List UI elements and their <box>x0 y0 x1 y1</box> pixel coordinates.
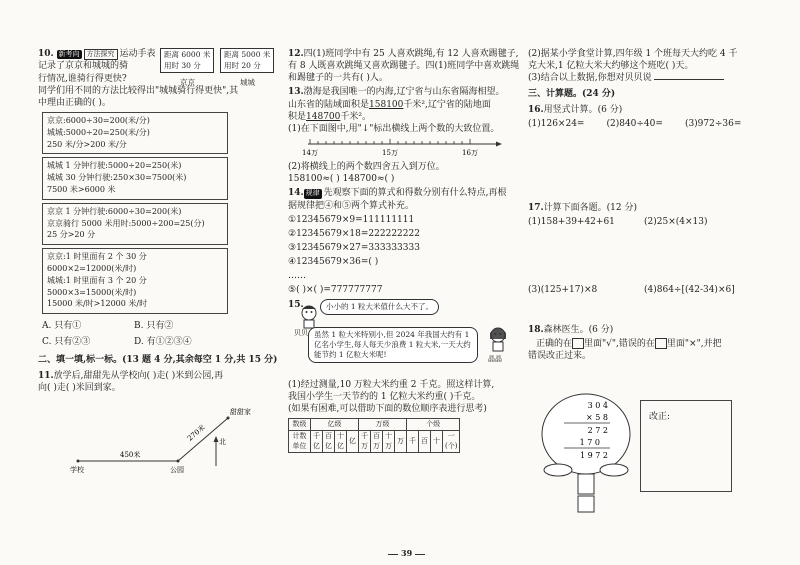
place-value-table: 数级 亿级 万级 个级 计数单位 千亿 百亿 十亿 亿 千万 百万 十万 万 千 百 十 一(个) <box>288 418 460 453</box>
beibei-speech: 小小的 1 粒大米值什么大不了。 <box>320 299 439 315</box>
question-14: 14. 规律 先观察下面的算式和得数分别有什么特点,再根 据规律把④和⑤两个算式补充。 ①12345679×9=111111111 ②12345679×18=222222222 ③12345679×27=333333333 ④12345679×36=( ) …… ⑤( )×( )=777777777 <box>288 188 507 296</box>
svg-text:3 0 4: 3 0 4 <box>587 401 608 410</box>
route-map <box>38 396 280 476</box>
tick-16w: 16万 <box>462 148 478 157</box>
beibei-avatar-icon <box>298 303 320 329</box>
check-box[interactable] <box>572 338 584 349</box>
number-line-arrow-icon <box>496 141 502 146</box>
column-middle: 12.四(1)班同学中有 25 人喜欢跳绳,有 12 人喜欢踢毽子,有 8 人既喜欢跳绳又喜欢踢毽子。四(1)班同学中喜欢跳绳和踢毽子的一共有( )人。 13.渤海是我国唯一的内海,辽宁省与山东省隔海相望。 山东省的陆域面积是158100千米²,辽宁省的陆地面 积是148700千米²。 (1)在下面图中,用"↓"标出横线上两个数的大致位置。 14万 15万 16万 (2)将横线上的两个数四舍五入到万位。 158100≈( ) 148700≈( ) 14. 规律 先观察下面的算式和得数分别有什么特点,再根 据规律把④和⑤两个算式补充。 ①12345679×9=111111111 ②12345679×18=222222222 ③12345679×27=333333333 ④12345679×36=( ) …… ⑤( )×( )=777777777 15. 小小的 1 粒大米值什么大不了。 贝贝 虽然 1 粒大米特别小,但 2024 年我国大约有 1 亿名小学生,每人每天少浪费 1 粒大米,一天大约能节约 1 亿粒大米呢! 晶晶 (1)经过测量,10 万粒大米约重 2 千克。照这样计算, 我国小学生一天节约的 1 亿粒大米约重( )千克。 (如果有困难,可以借助下面的数位顺序表进行思考) 数级 亿级 万级 个级 计数单位 千亿 百亿 十亿 亿 千万 百万 十万 万 千 百 十 一(个) <box>288 48 520 453</box>
q11-line2: 向( )走( )米回到家。 <box>38 382 121 393</box>
jingjing-speech: 虽然 1 粒大米特别小,但 2024 年我国大约有 1 亿名小学生,每人每天少浪费 1 粒大米,一天大约能节约 1 亿粒大米呢! <box>308 327 478 363</box>
cross-box[interactable] <box>655 338 667 349</box>
number-line <box>288 135 520 157</box>
section-2-heading: 二、填一填,标一标。(13 题 4 分,其余每空 1 分,共 15 分) <box>38 355 278 366</box>
question-10 <box>38 48 280 350</box>
q11-line1: 放学后,甜甜先从学校向( )走( )米到公园,再 <box>53 370 224 381</box>
page-number: 39 <box>385 548 428 559</box>
question-15-cont: (2)据某小学食堂计算,四年级 1 个班每天大约吃 4 千 克大米,1 亿粒大米大约够这个班吃( )天。 (3)结合以上数据,你想对贝贝说 <box>528 49 738 84</box>
reason-box-4: 京京:1 时里面有 2 个 30 分 6000×2=12000(米/时) 城城:1 时里面有 3 个 20 分 5000×3=15000(米/时) 15000 米/时>12000 米/时 <box>42 248 228 314</box>
distance-2-label: 270米 <box>186 423 207 443</box>
rounding-answers: 158100≈( ) 148700≈( ) <box>288 174 395 185</box>
north-arrowhead-icon <box>214 436 219 442</box>
beibei-name: 贝贝 <box>294 328 308 337</box>
column-right <box>528 48 768 364</box>
question-16: 16.用竖式计算。(6 分) (1)126×24= (2)840÷40= (3)972÷36= <box>528 104 742 129</box>
calc-17-1: (1)158+39+42+61 <box>528 216 615 227</box>
calc-17-3: (3)(125+17)×8 <box>528 284 598 295</box>
option-b[interactable]: B. 只有② <box>134 321 174 332</box>
north-label: 北 <box>219 437 226 446</box>
correction-label: 改正: <box>649 412 671 422</box>
method-tag: 方法探究 <box>84 49 118 60</box>
park-dot <box>177 459 180 462</box>
tree-trunk <box>578 474 594 494</box>
park-label: 公园 <box>170 465 184 474</box>
q10-options <box>42 318 280 350</box>
shandong-area: 158100 <box>369 99 404 110</box>
svg-text:2 7 2: 2 7 2 <box>587 426 608 435</box>
jingjing-avatar-icon <box>486 325 510 353</box>
option-c[interactable]: C. 只有②③ <box>42 337 91 348</box>
q10-intro-line3: 行情况,谁骑行得更快? <box>38 73 127 84</box>
q10-intro-line5: 中理由正确的( )。 <box>38 97 111 108</box>
tick-14w: 14万 <box>302 148 318 157</box>
svg-text:1 9 7 2: 1 9 7 2 <box>580 451 608 460</box>
reason-box-2: 城城 1 分钟行驶:5000÷20=250(米) 城城 30 分钟行驶:250×30=7500(米) 7500 米>6000 米 <box>42 157 228 199</box>
tree-crown <box>542 394 630 474</box>
question-11: 11.放学后,甜甜先从学校向( )走( )米到公园,再 向( )走( )米回到家。 北 甜甜家 学校 公园 450米 270米 <box>38 370 280 480</box>
calc-16-1: (1)126×24= <box>528 118 585 129</box>
jingjing-watch: 距离 6000 米 用时 30 分 <box>160 48 214 73</box>
question-13: 13.渤海是我国唯一的内海,辽宁省与山东省隔海相望。 山东省的陆域面积是158100千米²,辽宁省的陆地面 积是148700千米²。 (1)在下面图中,用"↓"标出横线上两个数的大致位置。 14万 15万 16万 (2)将横线上的两个数四舍五入到万位。 158100≈( ) 148700≈( ) <box>288 86 520 185</box>
question-number: 10. <box>38 49 54 59</box>
section-3-heading: 三、计算题。(24 分) <box>528 89 616 100</box>
calc-17-2: (2)25×(4×13) <box>644 216 708 227</box>
q10-intro: 运动手表 <box>119 49 156 59</box>
q12-text: 四(1)班同学中有 25 人喜欢跳绳,有 12 人喜欢踢毽子,有 8 人既喜欢跳绳又喜欢踢毽子。四(1)班同学中喜欢跳绳和踢毽子的一共有( )人。 <box>288 49 520 84</box>
jingjing-name: 晶晶 <box>488 354 502 363</box>
option-a[interactable]: A. 只有① <box>42 321 82 332</box>
question-15: 15. 小小的 1 粒大米值什么大不了。 贝贝 虽然 1 粒大米特别小,但 2024 年我国大约有 1 亿名小学生,每人每天少浪费 1 粒大米,一天大约能节约 1 亿粒大米呢! 晶晶 <box>288 299 520 377</box>
answer-blank[interactable] <box>654 79 724 80</box>
q10-intro-line2: 记录了京京和城城的骑 <box>38 61 129 72</box>
calc-17-4: (4)864÷[(42-34)×6] <box>644 284 735 295</box>
school-dot <box>77 459 80 462</box>
calc-16-3: (3)972÷36= <box>684 118 742 129</box>
reason-box-3: 京京 1 分钟行驶:6000÷30=200(米) 京京骑行 5000 米用时:5000÷200=25(分) 25 分>20 分 <box>42 203 228 245</box>
option-d[interactable]: D. 有①②③④ <box>134 337 192 348</box>
forest-tree <box>538 392 634 514</box>
question-17: 17.计算下面各题。(12 分) (1)158+39+42+61 (2)25×(4×13) (3)(125+17)×8 (4)864÷[(42-34)×6] <box>528 202 768 322</box>
minor-ticks <box>310 139 470 144</box>
distance-1-label: 450米 <box>120 450 141 459</box>
svg-text:× 5 8: × 5 8 <box>586 413 608 422</box>
chengcheng-watch: 距离 5000 米 用时 20 分 <box>220 48 274 73</box>
column-left <box>38 48 280 482</box>
school-label: 学校 <box>70 465 84 474</box>
liaoning-area: 148700 <box>306 111 341 122</box>
calc-16-2: (2)840÷40= <box>606 118 663 129</box>
q10-intro-line4: 同学们用不同的方法比较得出"城城骑行得更快",其 <box>38 85 239 96</box>
question-12: 12.四(1)班同学中有 25 人喜欢跳绳,有 12 人喜欢踢毽子,有 8 人既喜欢跳绳又喜欢踢毽子。四(1)班同学中喜欢跳绳和踢毽子的一共有( )人。 <box>288 49 520 84</box>
svg-text:1 7 0: 1 7 0 <box>579 438 600 447</box>
chengcheng-label: 城城 <box>240 78 255 87</box>
answer-box[interactable] <box>578 496 594 512</box>
home-dot <box>227 416 230 419</box>
jingjing-label: 京京 <box>180 78 195 87</box>
home-label: 甜甜家 <box>230 407 251 416</box>
new-trend-tag: 新考向 <box>58 50 80 58</box>
pattern-tag: 规律 <box>305 189 320 198</box>
question-18: 18.森林医生。(6 分) 正确的在 里面"√",错误的在 里面"×",并把 错误改正过来。 <box>528 324 722 361</box>
correction-box[interactable] <box>640 400 732 492</box>
reason-box-1: 京京:6000÷30=200(米/分) 城城:5000÷20=250(米/分) 250 米/分>200 米/分 <box>42 112 228 154</box>
tick-15w: 15万 <box>382 148 398 157</box>
